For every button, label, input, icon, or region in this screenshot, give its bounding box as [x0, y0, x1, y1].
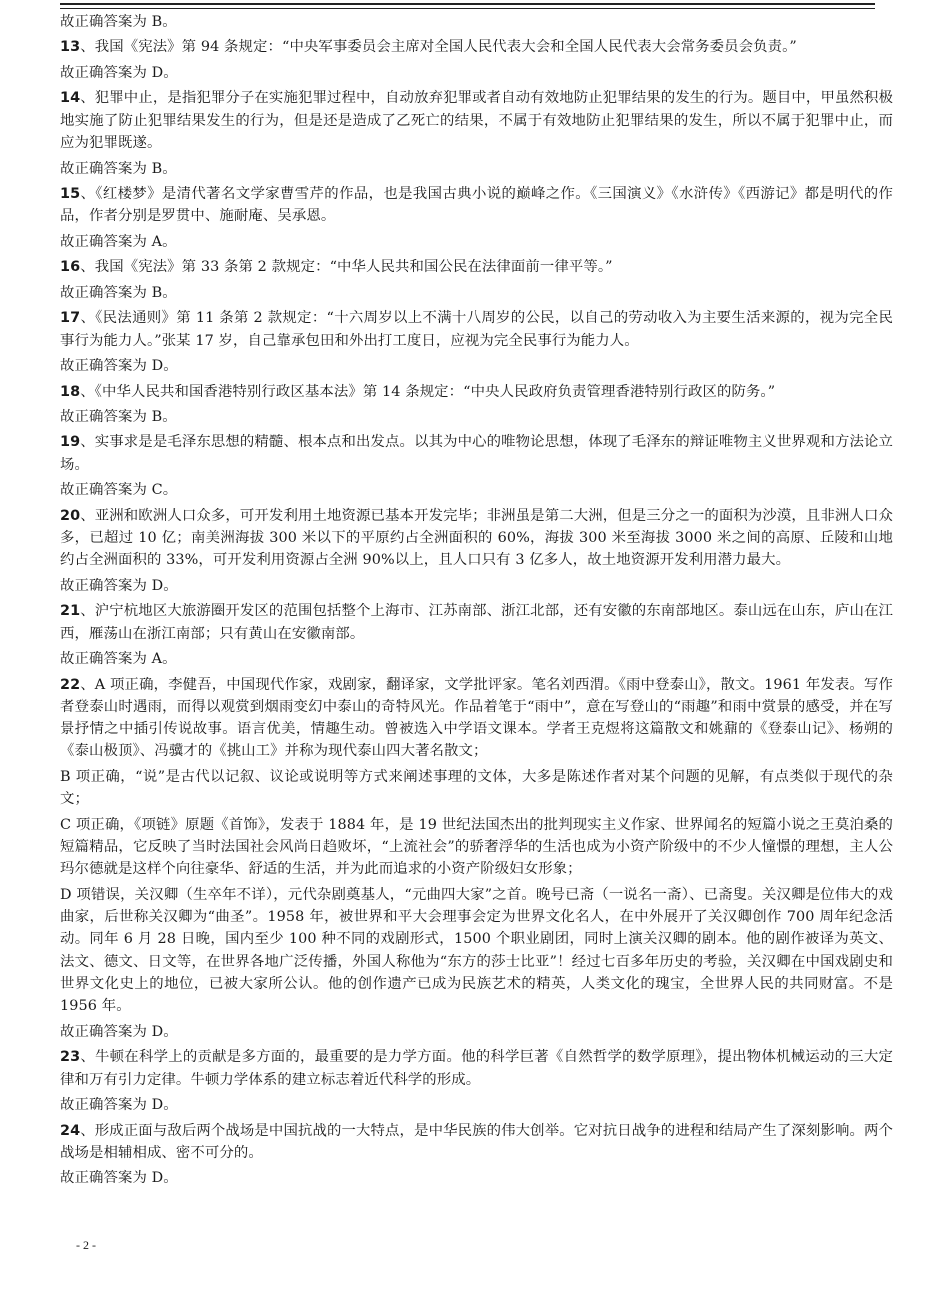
header-rule-thin: [60, 8, 875, 9]
question-explanation: [60, 307, 893, 352]
question-number: 23: [60, 1049, 81, 1066]
answer-line: 故正确答案为 B。: [60, 160, 177, 177]
explanation-text: 、我国《宪法》第 33 条第 2 款规定：“中华人民共和国公民在法律面前一律平等。”: [80, 259, 613, 276]
explanation-text: 、形成正面与敌后两个战场是中国抗战的一大特点，是中华民族的伟大创举。它对抗日战争的进程和结局产生了深刻影响。两个战场是相辅相成、密不可分的。: [60, 1122, 893, 1161]
question-number: 24: [60, 1122, 81, 1139]
question-number: 21: [60, 603, 81, 620]
question-explanation: [60, 36, 893, 58]
question-explanation: [60, 674, 893, 763]
answer-line: 故正确答案为 D。: [60, 1170, 178, 1187]
explanation-text: 、牛顿在科学上的贡献是多方面的，最重要的是力学方面。他的科学巨著《自然哲学的数学原理》，提出物体机械运动的三大定律和万有引力定律。牛顿力学体系的建立标志着近代科学的形成。: [60, 1049, 893, 1088]
explanation-text: 、我国《宪法》第 94 条规定：“中央军事委员会主席对全国人民代表大会和全国人民代表大会常务委员会负责。”: [80, 39, 797, 56]
explanation-text: 、A 项正确，李健吾，中国现代作家，戏剧家，翻译家，文学批评家。笔名刘西渭。《雨中登泰山》，散文。1961 年发表。写作者登泰山时遇雨，而得以观赏到烟雨变幻中泰山的奇特风光。作品着笔于“雨中”，意在写登山的“雨趣”和雨中赏景的感受，并在写景抒情之中插引传说故事。语言优美，情趣生动。曾被选入中学语文课本。学者王克煜将这篇散文和姚鼐的《登泰山记》、杨朔的《泰山极顶》、冯骥才的《挑山工》并称为现代泰山四大著名散文；: [60, 676, 893, 760]
option-explanation: D 项错误，关汉卿（生卒年不详），元代杂剧奠基人，“元曲四大家”之首。晚号已斋（一说名一斋）、已斋叟。关汉卿是位伟大的戏曲家，后世称关汉卿为“曲圣”。1958 年，被世界和平大会理事会定为世界文化名人，在中外展开了关汉卿创作 700 周年纪念活动。同年 6 月 28 日晚，国内至少 100 种不同的戏剧形式，1500 个职业剧团，同时上演关汉卿的剧本。他的剧作被译为英文、法文、德文、日文等，在世界各地广泛传播，外国人称他为“东方的莎士比亚”！经过七百多年历史的考验，关汉卿在中国戏剧史和世界文化史上的地位，已被大家所公认。他的创作遗产已成为民族艺术的精英，人类文化的瑰宝，全世界人民的共同财富。不是 1956 年。: [60, 886, 893, 1015]
question-number: 13: [60, 39, 81, 56]
header-rule: [60, 3, 875, 5]
answer-line: 故正确答案为 A。: [60, 233, 177, 250]
question-explanation: [60, 256, 893, 278]
page-number: - 2 -: [76, 1238, 96, 1252]
question-number: 20: [60, 507, 81, 524]
answer-line: 故正确答案为 A。: [60, 651, 177, 668]
explanation-text: 、《民法通则》第 11 条第 2 款规定：“十六周岁以上不满十八周岁的公民，以自己的劳动收入为主要生活来源的，视为完全民事行为能力人。”张某 17 岁，自己靠承包田和外出打工度日，应视为完全民事行为能力人。: [60, 310, 893, 349]
answer-line: 故正确答案为 D。: [60, 64, 178, 81]
question-number: 16: [60, 259, 81, 276]
question-explanation: [60, 600, 893, 645]
question-number: 17: [60, 310, 81, 327]
question-explanation: [60, 431, 893, 476]
question-explanation: [60, 183, 893, 228]
explanation-text: 、沪宁杭地区大旅游圈开发区的范围包括整个上海市、江苏南部、浙江北部，还有安徽的东南部地区。泰山远在山东，庐山在江西，雁荡山在浙江南部；只有黄山在安徽南部。: [60, 603, 893, 642]
answer-line: 故正确答案为 D。: [60, 577, 178, 594]
question-explanation: [60, 505, 893, 572]
explanation-text: 、《红楼梦》是清代著名文学家曹雪芹的作品，也是我国古典小说的巅峰之作。《三国演义》《水浒传》《西游记》都是明代的作品，作者分别是罗贯中、施耐庵、吴承恩。: [60, 186, 893, 225]
question-explanation: [60, 1046, 893, 1091]
question-explanation: [60, 381, 893, 403]
question-number: 14: [60, 90, 81, 107]
explanation-text: 、实事求是是毛泽东思想的精髓、根本点和出发点。以其为中心的唯物论思想，体现了毛泽东的辩证唯物主义世界观和方法论立场。: [60, 434, 893, 473]
explanation-text: 、亚洲和欧洲人口众多，可开发利用土地资源已基本开发完毕；非洲虽是第二大洲，但是三分之一的面积为沙漠，且非洲人口众多，已超过 10 亿；南美洲海拔 300 米以下的平原约占全洲面积的 60%，海拔 300 米至海拔 3000 米之间的高原、丘陵和山地约占全洲面积的 33%，可开发利用资源占全洲 90%以上，且人口只有 3 亿多人，故土地资源开发利用潜力最大。: [60, 507, 893, 569]
question-number: 22: [60, 676, 81, 693]
answer-line: 故正确答案为 D。: [60, 1023, 178, 1040]
option-explanation: C 项正确，《项链》原题《首饰》，发表于 1884 年，是 19 世纪法国杰出的批判现实主义作家、世界闻名的短篇小说之王莫泊桑的短篇精品，它反映了当时法国社会风尚日趋败坏，“上流社会”的骄奢浮华的生活也成为小资产阶级中的不少人憧憬的理想，主人公玛尔德就是这样个向往豪华、舒适的生活，并为此而追求的小资产阶级妇女形象；: [60, 816, 893, 878]
question-explanation: [60, 87, 893, 154]
answer-line: 故正确答案为 B。: [60, 284, 177, 301]
document-body: [60, 11, 893, 1193]
answer-line: 故正确答案为 B。: [60, 14, 177, 30]
question-number: 18: [60, 383, 81, 400]
question-number: 15: [60, 186, 81, 203]
answer-line: 故正确答案为 B。: [60, 409, 177, 425]
answer-line: 故正确答案为 D。: [60, 1097, 178, 1114]
answer-line: 故正确答案为 C。: [60, 482, 178, 499]
question-number: 19: [60, 434, 81, 451]
answer-line: 故正确答案为 D。: [60, 358, 178, 375]
explanation-text: 、犯罪中止，是指犯罪分子在实施犯罪过程中，自动放弃犯罪或者自动有效地防止犯罪结果的发生的行为。题目中，甲虽然积极地实施了防止犯罪结果发生的行为，但是还是造成了乙死亡的结果，不属于有效地防止犯罪结果的发生，所以不属于犯罪中止，而应为犯罪既遂。: [60, 90, 893, 152]
question-explanation: [60, 1120, 893, 1165]
explanation-text: 、《中华人民共和国香港特别行政区基本法》第 14 条规定：“中央人民政府负责管理香港特别行政区的防务。”: [80, 383, 776, 400]
option-explanation: B 项正确，“说”是古代以记叙、议论或说明等方式来阐述事理的文体，大多是陈述作者对某个问题的见解，有点类似于现代的杂文；: [60, 768, 893, 808]
